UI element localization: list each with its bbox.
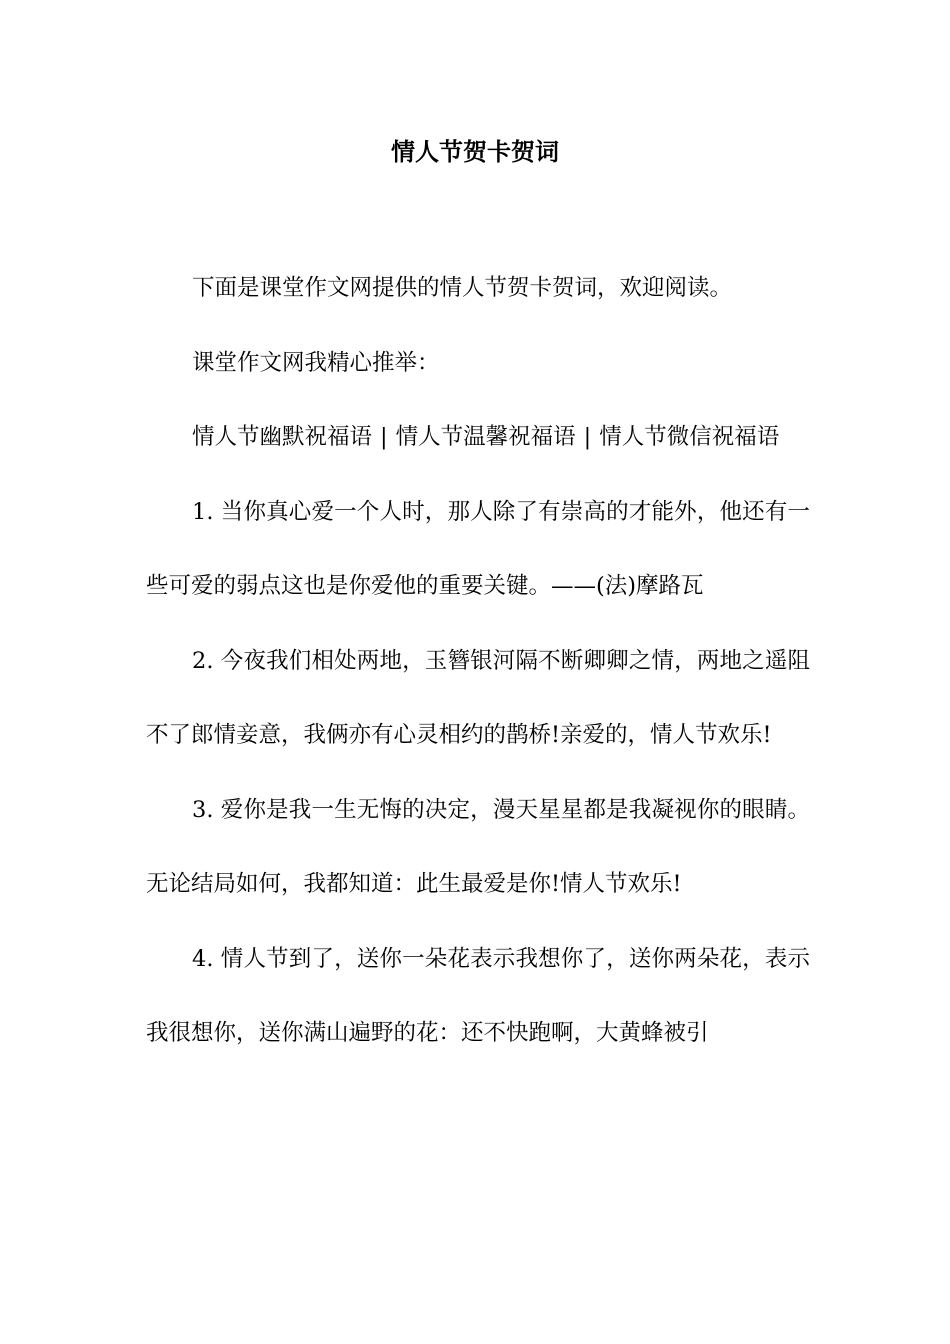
link-separator: | [583, 424, 592, 450]
recommended-links [146, 400, 810, 475]
wish-paragraph-2: 2. 今夜我们相处两地，玉簪银河隔不断卿卿之情，两地之遥阻不了郎情妾意，我俩亦有心灵相约的鹊桥!亲爱的，情人节欢乐! [146, 647, 810, 748]
link-humorous-wishes[interactable]: 情人节幽默祝福语 [192, 424, 373, 450]
document-body [146, 251, 810, 1071]
link-separator: | [380, 424, 388, 450]
intro-paragraph: 下面是课堂作文网提供的情人节贺卡贺词，欢迎阅读。 [192, 275, 733, 301]
document-title: 情人节贺卡贺词 [391, 137, 559, 166]
wish-paragraph-4: 4. 情人节到了，送你一朵花表示我想你了，送你两朵花，表示我很想你，送你满山遍野的花：还不快跑啊，大黄蜂被引 [146, 945, 810, 1046]
wish-paragraph-1: 1. 当你真心爱一个人时，那人除了有崇高的才能外，他还有一些可爱的弱点这也是你爱他的重要关键。——(法)摩路瓦 [146, 498, 810, 599]
link-warm-wishes[interactable]: 情人节温馨祝福语 [395, 424, 576, 450]
recommend-heading: 课堂作文网我精心推举： [192, 349, 440, 376]
wish-paragraph-3: 3. 爱你是我一生无悔的决定，漫天星星都是我凝视你的眼睛。无论结局如何，我都知道：此生最爱是你!情人节欢乐! [146, 796, 810, 897]
link-wechat-wishes[interactable]: 情人节微信祝福语 [599, 424, 780, 450]
